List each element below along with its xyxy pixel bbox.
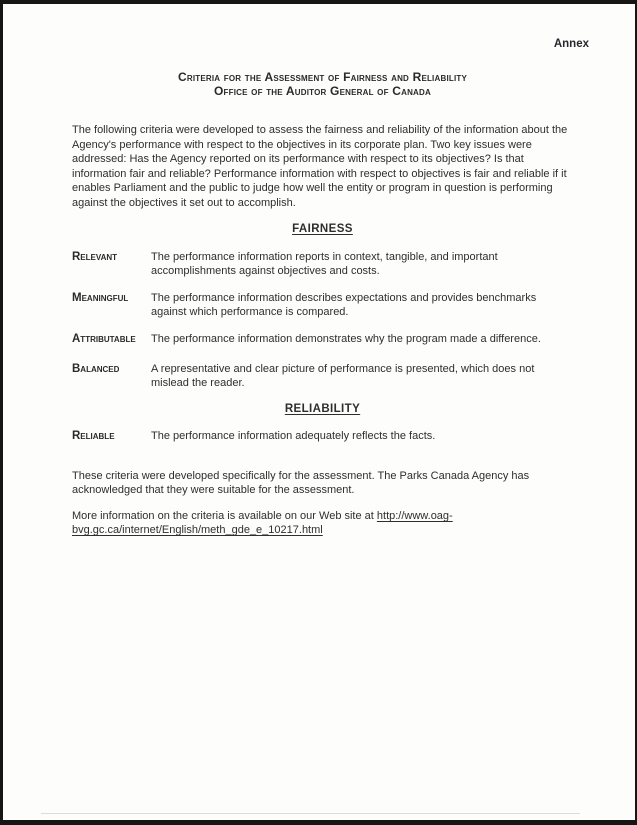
- link-line-2: bvg.gc.ca/internet/English/meth_gde_e_10217.html: [72, 524, 323, 537]
- criterion-row-relevant: [72, 250, 573, 278]
- criterion-description: The performance information reports in context, tangible, and important accomplishments against objectives and costs.: [151, 250, 498, 277]
- criterion-row-reliable: [72, 429, 573, 443]
- title-line-2: Office of the Auditor General of Canada: [214, 84, 431, 98]
- criterion-label: Reliable: [72, 429, 115, 442]
- link-line-1: http://www.oag-: [376, 510, 453, 523]
- section-heading-reliability: RELIABILITY: [284, 402, 361, 415]
- more-info-prefix: More information on the criteria is available on our Web site at: [72, 510, 377, 523]
- criterion-label: Attributable: [72, 332, 136, 345]
- fairness-criteria-list: [72, 250, 573, 390]
- criterion-row-meaningful: [72, 291, 573, 319]
- criterion-label: Balanced: [72, 362, 120, 375]
- criterion-row-attributable: [72, 332, 573, 346]
- intro-paragraph: The following criteria were developed to assess the fairness and reliability of the information about the Agency's performance with respect to the objectives in its corporate plan. Two key issues were addressed: Has the Agency reported on its performance with respect to its objectives? Is that information fair and reliable? Performance information with respect to objectives is fair and reliable if it enables Parliament and the public to judge how well the entity or program in question is performing against the objectives it set out to accomplish.: [72, 124, 568, 209]
- criterion-description: The performance information demonstrates why the program made a difference.: [151, 332, 541, 345]
- criterion-description: The performance information adequately reflects the facts.: [151, 429, 436, 442]
- title-line-1: Criteria for the Assessment of Fairness and Reliability: [177, 70, 467, 84]
- more-info-paragraph: [72, 509, 573, 538]
- scan-artifact-line: [41, 813, 580, 814]
- criterion-description: A representative and clear picture of performance is presented, which does not mislead the reader.: [151, 362, 535, 389]
- annex-label: Annex: [553, 38, 589, 50]
- criterion-row-balanced: [72, 362, 573, 390]
- section-heading-fairness: FAIRNESS: [292, 222, 353, 235]
- criterion-label: Meaningful: [72, 291, 129, 304]
- document-title: [72, 70, 573, 98]
- page-content: [3, 70, 635, 538]
- closing-paragraph: These criteria were developed specifically for the assessment. The Parks Canada Agency has acknowledged that they were suitable for the assessment.: [72, 469, 530, 496]
- criterion-label: Relevant: [72, 250, 118, 263]
- criterion-description: The performance information describes expectations and provides benchmarks against which performance is compared.: [151, 291, 537, 318]
